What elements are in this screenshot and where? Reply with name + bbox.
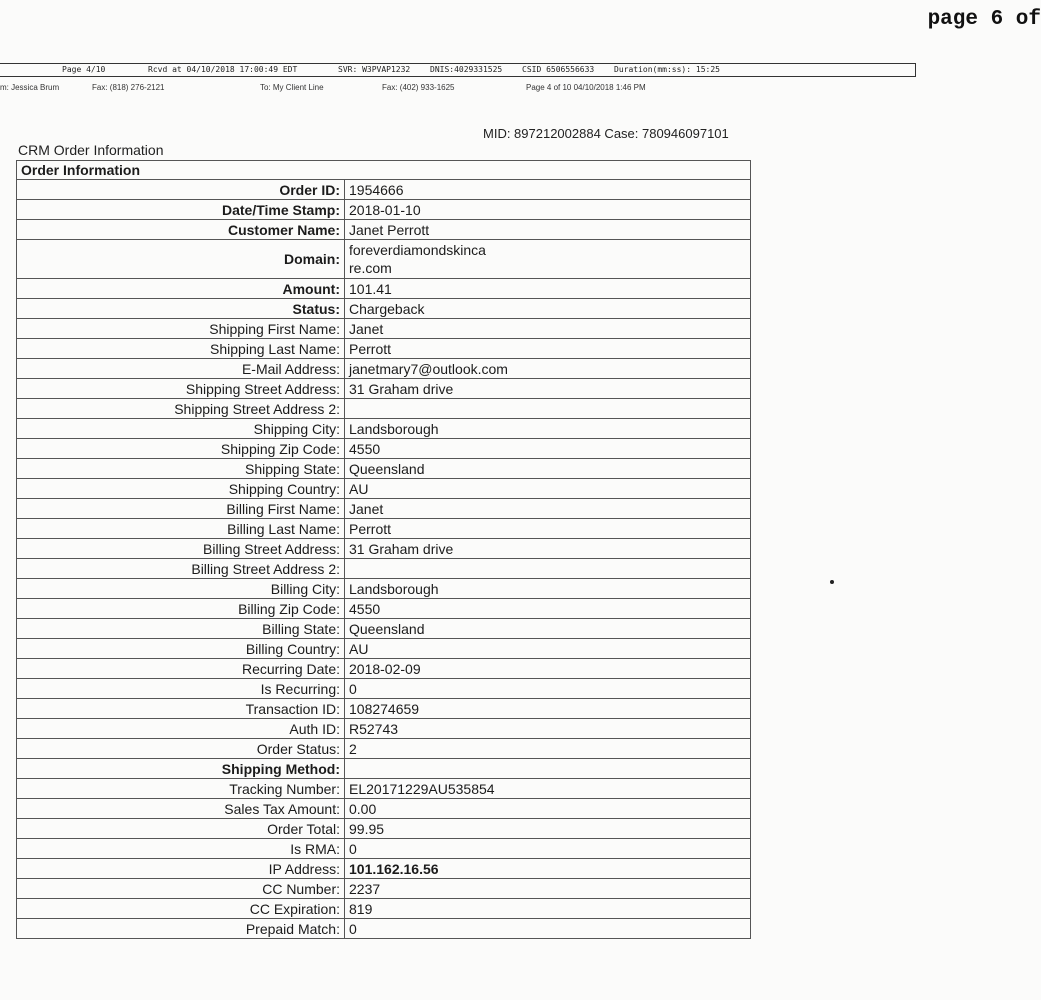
row-label: Billing First Name: — [17, 499, 345, 519]
row-label: Shipping Last Name: — [17, 339, 345, 359]
row-label: Billing Street Address 2: — [17, 559, 345, 579]
row-label: CC Expiration: — [17, 899, 345, 919]
row-label: Tracking Number: — [17, 779, 345, 799]
row-value: 2018-02-09 — [345, 659, 751, 679]
fax-to: To: My Client Line — [260, 83, 324, 92]
row-label: Billing Street Address: — [17, 539, 345, 559]
row-label: Billing Last Name: — [17, 519, 345, 539]
row-value: 1954666 — [345, 180, 751, 200]
row-value: R52743 — [345, 719, 751, 739]
table-row — [17, 379, 751, 399]
row-value: 108274659 — [345, 699, 751, 719]
row-label: Order Total: — [17, 819, 345, 839]
row-label: Recurring Date: — [17, 659, 345, 679]
row-value: 4550 — [345, 439, 751, 459]
fax-received: Rcvd at 04/10/2018 17:00:49 EDT — [148, 65, 298, 74]
table-row — [17, 180, 751, 200]
table-row — [17, 719, 751, 739]
table-row — [17, 399, 751, 419]
row-label: Amount: — [17, 279, 345, 299]
row-value: Janet Perrott — [345, 220, 751, 240]
row-label: Shipping Zip Code: — [17, 439, 345, 459]
row-value: Queensland — [345, 619, 751, 639]
row-value: AU — [345, 479, 751, 499]
row-value: 0 — [345, 679, 751, 699]
row-value: 4550 — [345, 599, 751, 619]
row-label: CC Number: — [17, 879, 345, 899]
section-header-row — [17, 161, 751, 180]
row-value: 2018-01-10 — [345, 200, 751, 220]
row-label: Prepaid Match: — [17, 919, 345, 939]
row-label: Shipping Method: — [17, 759, 345, 779]
row-value: Perrott — [345, 339, 751, 359]
stray-mark — [830, 580, 834, 584]
row-value: EL20171229AU535854 — [345, 779, 751, 799]
row-label: E-Mail Address: — [17, 359, 345, 379]
row-label: Billing Country: — [17, 639, 345, 659]
fax-from: m: Jessica Brum — [0, 83, 60, 92]
row-label: Shipping Country: — [17, 479, 345, 499]
table-row — [17, 859, 751, 879]
table-row — [17, 779, 751, 799]
fax-transmission-header — [0, 63, 916, 77]
row-label: Auth ID: — [17, 719, 345, 739]
row-label: Order ID: — [17, 180, 345, 200]
table-row — [17, 739, 751, 759]
order-rows — [17, 180, 751, 939]
table-row — [17, 839, 751, 859]
row-label: Date/Time Stamp: — [17, 200, 345, 220]
table-row — [17, 419, 751, 439]
row-value: Landsborough — [345, 419, 751, 439]
table-row — [17, 439, 751, 459]
fax-csid: CSID 6506556633 — [522, 65, 595, 74]
table-row — [17, 499, 751, 519]
row-value — [345, 759, 751, 779]
row-value — [345, 399, 751, 419]
row-label: Shipping Street Address: — [17, 379, 345, 399]
row-label: Shipping Street Address 2: — [17, 399, 345, 419]
table-row — [17, 279, 751, 299]
table-row — [17, 759, 751, 779]
row-label: Is Recurring: — [17, 679, 345, 699]
table-row — [17, 879, 751, 899]
table-row — [17, 339, 751, 359]
row-label: Order Status: — [17, 739, 345, 759]
row-label: Billing City: — [17, 579, 345, 599]
fax-page-info: Page 4 of 10 04/10/2018 1:46 PM — [526, 83, 646, 92]
row-value: janetmary7@outlook.com — [345, 359, 751, 379]
row-label: Billing Zip Code: — [17, 599, 345, 619]
fax-duration: Duration(mm:ss): 15:25 — [614, 65, 720, 74]
row-value: 819 — [345, 899, 751, 919]
table-row — [17, 639, 751, 659]
row-label: Status: — [17, 299, 345, 319]
table-row — [17, 479, 751, 499]
page-stamp: page 6 of — [927, 8, 1041, 31]
fax-cover-line — [0, 82, 915, 94]
row-label: Shipping State: — [17, 459, 345, 479]
table-row — [17, 659, 751, 679]
row-value: AU — [345, 639, 751, 659]
table-row — [17, 299, 751, 319]
table-row — [17, 599, 751, 619]
row-value: foreverdiamondskinca re.com — [345, 240, 751, 279]
row-label: Customer Name: — [17, 220, 345, 240]
table-row — [17, 619, 751, 639]
fax-from-number: Fax: (818) 276-2121 — [92, 83, 165, 92]
row-label: Transaction ID: — [17, 699, 345, 719]
table-row — [17, 899, 751, 919]
row-label: Is RMA: — [17, 839, 345, 859]
table-row — [17, 699, 751, 719]
row-value: 0 — [345, 919, 751, 939]
table-row — [17, 220, 751, 240]
table-row — [17, 559, 751, 579]
table-row — [17, 819, 751, 839]
row-label: Shipping First Name: — [17, 319, 345, 339]
row-value: 101.162.16.56 — [345, 859, 751, 879]
table-row — [17, 799, 751, 819]
row-value — [345, 559, 751, 579]
row-value: 0 — [345, 839, 751, 859]
table-row — [17, 240, 751, 279]
table-row — [17, 459, 751, 479]
fax-dnis: DNIS:4029331525 — [430, 65, 503, 74]
row-value: Chargeback — [345, 299, 751, 319]
table-row — [17, 539, 751, 559]
row-label: Sales Tax Amount: — [17, 799, 345, 819]
section-header: Order Information — [17, 161, 751, 180]
row-value: Landsborough — [345, 579, 751, 599]
row-value: 0.00 — [345, 799, 751, 819]
table-row — [17, 319, 751, 339]
row-value: Janet — [345, 499, 751, 519]
fax-server: SVR: W3PVAP1232 — [338, 65, 411, 74]
row-value: 101.41 — [345, 279, 751, 299]
table-row — [17, 919, 751, 939]
row-value: 31 Graham drive — [345, 539, 751, 559]
row-value: 99.95 — [345, 819, 751, 839]
fax-page: Page 4/10 — [62, 65, 106, 74]
row-value: 31 Graham drive — [345, 379, 751, 399]
crm-title: CRM Order Information — [18, 142, 164, 158]
row-label: Billing State: — [17, 619, 345, 639]
table-row — [17, 679, 751, 699]
row-value: 2 — [345, 739, 751, 759]
table-row — [17, 200, 751, 220]
row-label: IP Address: — [17, 859, 345, 879]
mid-case-reference: MID: 897212002884 Case: 780946097101 — [483, 126, 729, 141]
row-value: Janet — [345, 319, 751, 339]
row-label: Shipping City: — [17, 419, 345, 439]
row-value: 2237 — [345, 879, 751, 899]
row-value: Queensland — [345, 459, 751, 479]
order-information-table — [16, 160, 751, 939]
table-row — [17, 519, 751, 539]
table-row — [17, 579, 751, 599]
fax-to-number: Fax: (402) 933-1625 — [382, 83, 455, 92]
row-label: Domain: — [17, 240, 345, 279]
table-row — [17, 359, 751, 379]
row-value: Perrott — [345, 519, 751, 539]
